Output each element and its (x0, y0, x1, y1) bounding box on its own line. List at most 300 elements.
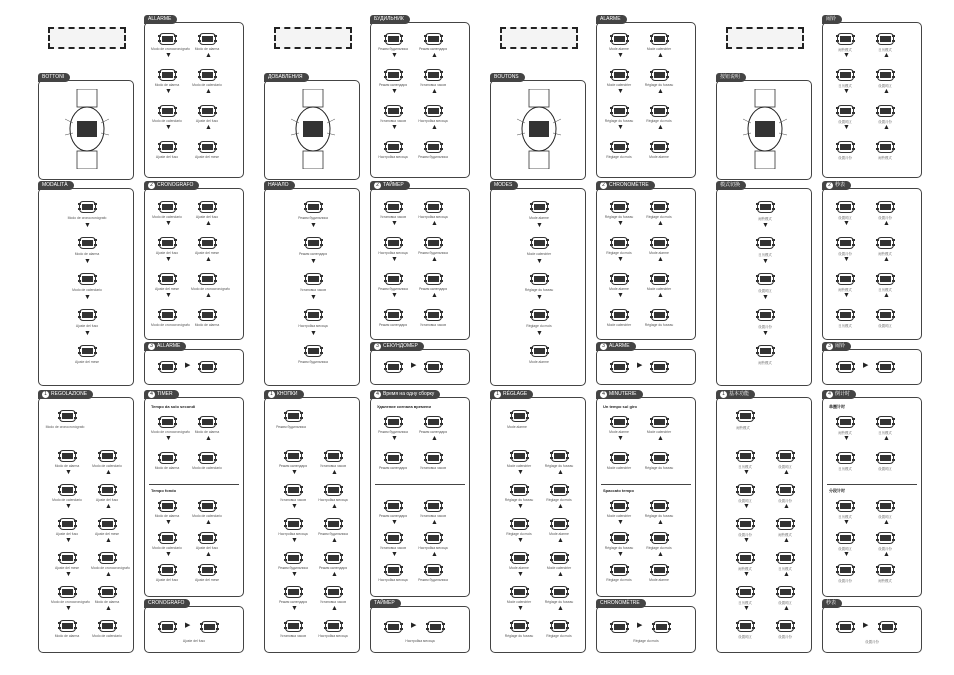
step-caption: 设置月份 (878, 547, 892, 551)
watch-lcd-icon (651, 498, 668, 513)
arrow-icon: ▼ (517, 537, 524, 544)
section-tag: 4 Время на одну сборку (370, 390, 440, 399)
watch-lcd-icon (385, 103, 402, 118)
watch-lcd-icon (159, 271, 176, 286)
arrow-icon: ▲ (883, 52, 890, 59)
title-banner (500, 27, 578, 49)
section-tag: 1 基本功能 (716, 390, 755, 399)
arrow-icon: ▼ (291, 537, 298, 544)
watch-lcd-icon (385, 414, 402, 429)
watch-lcd-icon (285, 408, 302, 423)
step-caption: 闹铃模式 (736, 426, 750, 430)
arrow-icon: ▼ (391, 220, 398, 227)
arrow-icon: ▼ (65, 503, 72, 510)
step-caption: Réglage du fuseau (604, 546, 634, 550)
watch-lcd-icon (651, 235, 668, 250)
step-caption: Mode calendrier (506, 600, 532, 604)
step-caption: Настройка месяца (405, 639, 435, 643)
step-caption: Modo de calendario (152, 546, 182, 550)
step-caption: Ajuste del fuso (155, 155, 179, 159)
watch-lcd-icon (837, 619, 854, 634)
step-caption: Réglage du fuseau (644, 83, 674, 87)
arrow-icon: ▼ (617, 435, 624, 442)
section-tag: НАЧАЛО (264, 181, 295, 190)
step-caption: 闹铃模式 (778, 533, 792, 537)
watch-lcd-icon (611, 235, 628, 250)
step-caption: Modo de cronocronógrafo (51, 600, 90, 604)
step-caption: Modo de alarma (74, 252, 100, 256)
banner-line (50, 41, 124, 45)
step-caption: Ajuste del fuso (195, 546, 219, 550)
divider (827, 484, 917, 485)
arrow-icon: ▲ (657, 220, 664, 227)
watch-lcd-icon (651, 271, 668, 286)
step-caption: Установка часов (379, 119, 407, 123)
arrow-icon: ▼ (165, 124, 172, 131)
step-caption: Установка часов (379, 546, 407, 550)
watch-lcd-icon (79, 271, 96, 286)
step-caption: Modo de calendario (52, 498, 82, 502)
arrow-icon: ▼ (617, 88, 624, 95)
watch-lcd-icon (651, 530, 668, 545)
alarm-panel (144, 16, 244, 178)
step-caption: Modo de calendario (92, 464, 122, 468)
arrow-icon: ▶ (863, 622, 869, 629)
watch-lcd-icon (837, 450, 854, 465)
step-caption: Modo de alarma (194, 47, 220, 51)
subsection-title: Tempo fondo (151, 488, 177, 493)
section-tag: MODES (490, 181, 518, 190)
alarm-panel (822, 16, 922, 178)
step-caption: Mode alarme (609, 47, 629, 51)
arrow-icon: ▲ (431, 256, 438, 263)
step-caption: Mode alarme (549, 532, 569, 536)
step-caption: Réglage du fuseau (644, 323, 674, 327)
watch-lcd-icon (757, 271, 774, 286)
arrow-icon: ▲ (205, 551, 212, 558)
section-tag: 3 СЕКУНДОМЕР (370, 342, 424, 351)
step-caption: Modo de cronocronógrafo (151, 323, 190, 327)
step-caption: Режим календаря (418, 47, 448, 51)
watch-lcd-icon (611, 450, 628, 465)
watch-lcd-icon (425, 562, 442, 577)
step-caption: Режим будильника (276, 425, 306, 429)
chronograph-panel (822, 182, 922, 340)
step-caption: Réglage du mois (506, 532, 532, 536)
step-caption: Настройка месяца (298, 324, 328, 328)
arrow-icon: ▼ (843, 124, 850, 131)
step-caption: Установка часов (419, 323, 447, 327)
arrow-icon: ▲ (883, 256, 890, 263)
arrow-icon: ▲ (557, 571, 564, 578)
alarm-set-panel (370, 343, 470, 385)
watch-lcd-icon (385, 235, 402, 250)
watch-lcd-icon (877, 307, 894, 322)
section-tag: 4 MINUTERIE (596, 390, 643, 399)
arrow-icon: ▲ (657, 52, 664, 59)
step-caption: Réglage du mois (546, 498, 572, 502)
watch-lcd-icon (199, 530, 216, 545)
arrow-icon: ▼ (165, 292, 172, 299)
arrow-icon: ▼ (391, 256, 398, 263)
step-caption: 日历模式 (738, 601, 752, 605)
watch-lcd-icon (99, 482, 116, 497)
arrow-icon: ▼ (391, 292, 398, 299)
watch-lcd-icon (737, 550, 754, 565)
step-caption: Mode alarme (529, 216, 549, 220)
alarm-panel (370, 16, 470, 178)
watch-lcd-icon (325, 584, 342, 599)
watch-lcd-icon (425, 67, 442, 82)
watch-lcd-icon (653, 619, 670, 634)
step-caption: 日历模式 (838, 324, 852, 328)
arrow-icon: ▲ (205, 292, 212, 299)
chronograph-panel (144, 182, 244, 340)
watch-lcd-icon (837, 271, 854, 286)
watch-lcd-icon (837, 67, 854, 82)
watch-lcd-icon (757, 235, 774, 250)
watch-lcd-icon (159, 307, 176, 322)
alarm-panel (596, 16, 696, 178)
arrow-icon: ▼ (843, 256, 850, 263)
watch-lcd-icon (79, 199, 96, 214)
timer-panel (822, 391, 922, 597)
step-caption: Настройка месяца (318, 634, 348, 638)
watch-lcd-icon (651, 103, 668, 118)
step-caption: Режим будильника (278, 566, 308, 570)
arrow-icon: ▶ (411, 362, 417, 369)
arrow-icon: ▼ (65, 605, 72, 612)
watch-lcd-icon (551, 516, 568, 531)
watch-lcd-icon (611, 271, 628, 286)
watch-lcd-icon (837, 199, 854, 214)
watch-lcd-icon (159, 235, 176, 250)
step-caption: Режим календаря (378, 466, 408, 470)
arrow-icon: ▲ (783, 469, 790, 476)
watch-lcd-icon (425, 307, 442, 322)
watch-lcd-icon (877, 271, 894, 286)
step-caption: Режим будильника (418, 578, 448, 582)
step-caption: 设置时区 (778, 601, 792, 605)
section-tag: 4 TIMER (144, 390, 179, 399)
watch-lcd-icon (837, 562, 854, 577)
watch-lcd-icon (325, 618, 342, 633)
arrow-icon: ▼ (617, 52, 624, 59)
arrow-icon: ▲ (883, 551, 890, 558)
step-caption: 闹铃模式 (758, 217, 772, 221)
watch-lcd-icon (611, 562, 628, 577)
step-caption: Режим будильника (298, 360, 328, 364)
timer-footer-panel (370, 600, 470, 653)
step-caption: Mode alarme (609, 287, 629, 291)
arrow-icon: ▲ (783, 503, 790, 510)
subsection-title: 分段计时 (829, 488, 845, 493)
watch-lcd-icon (837, 139, 854, 154)
step-caption: Réglage du fuseau (604, 119, 634, 123)
title-banner (48, 27, 126, 49)
arrow-icon: ▲ (783, 605, 790, 612)
subsection-title: Un tempo sul giro (603, 404, 637, 409)
step-caption: Modo de alarma (194, 430, 220, 434)
step-caption: Настройка месяца (378, 251, 408, 255)
watch-lcd-icon (611, 530, 628, 545)
banner-line (502, 41, 576, 45)
banner-line (728, 41, 802, 45)
section-tag: 3 闹铃 (822, 342, 851, 351)
arrow-icon: ▼ (310, 330, 317, 337)
watch-lcd-icon (385, 562, 402, 577)
step-caption: 日历模式 (778, 567, 792, 571)
step-caption: Réglage du fuseau (504, 498, 534, 502)
step-caption: 设置时区 (738, 635, 752, 639)
step-caption: Режим календаря (318, 566, 348, 570)
watch-lcd-icon (611, 103, 628, 118)
watch-lcd-icon (877, 31, 894, 46)
arrow-icon: ▼ (391, 519, 398, 526)
watch-lcd-icon (737, 482, 754, 497)
arrow-icon: ▲ (205, 88, 212, 95)
arrow-icon: ▶ (185, 622, 191, 629)
arrow-icon: ▼ (517, 571, 524, 578)
step-caption: 日历模式 (838, 467, 852, 471)
settings-panel (38, 391, 134, 653)
section-tag: CRONOGRAFO (144, 599, 190, 608)
step-caption: Réglage du mois (606, 155, 632, 159)
step-caption: Mode calendrier (606, 466, 632, 470)
watch-lcd-icon (777, 482, 794, 497)
watch-lcd-icon (385, 271, 402, 286)
step-caption: Установка часов (319, 600, 347, 604)
step-caption: Réglage du mois (606, 578, 632, 582)
section-tag: 4 倒计时 (822, 390, 856, 399)
arrow-icon: ▲ (431, 292, 438, 299)
watch-lcd-icon (385, 139, 402, 154)
step-caption: Mode alarme (509, 566, 529, 570)
step-caption: Réglage du mois (646, 215, 672, 219)
watch-lcd-icon (199, 450, 216, 465)
chronograph-panel (370, 182, 470, 340)
arrow-icon: ▼ (843, 52, 850, 59)
section-tag: BOTTONI (38, 73, 70, 82)
section-tag: 2 CHRONOMÈTRE (596, 181, 655, 190)
watch-lcd-icon (285, 482, 302, 497)
step-caption: 设置时区 (878, 467, 892, 471)
watch-lcd-icon (199, 139, 216, 154)
arrow-icon: ▲ (331, 469, 338, 476)
step-caption: Réglage du mois (646, 546, 672, 550)
step-caption: 闹铃模式 (878, 579, 892, 583)
watch-lcd-icon (385, 31, 402, 46)
arrow-icon: ▲ (883, 220, 890, 227)
arrow-icon: ▲ (657, 551, 664, 558)
arrow-icon: ▶ (637, 362, 643, 369)
watch-lcd-icon (285, 550, 302, 565)
arrow-icon: ▲ (105, 503, 112, 510)
watch-lcd-icon (159, 31, 176, 46)
alarm-set-panel (822, 343, 922, 385)
arrow-icon: ▼ (536, 258, 543, 265)
arrow-icon: ▼ (743, 571, 750, 578)
watch-lcd-icon (425, 31, 442, 46)
watch-lcd-icon (385, 619, 402, 634)
step-caption: Ajuste del fuso (155, 251, 179, 255)
watch-lcd-icon (325, 516, 342, 531)
step-caption: 闹铃模式 (838, 431, 852, 435)
step-caption: Mode alarme (649, 155, 669, 159)
step-caption: Установка часов (319, 464, 347, 468)
section-tag: 秒表 (822, 599, 842, 608)
step-caption: Modo de alarma (54, 464, 80, 468)
arrow-icon: ▲ (431, 551, 438, 558)
watch-lcd-icon (551, 618, 568, 633)
step-caption: Modo de calendario (192, 514, 222, 518)
wrist-watch-icon (517, 89, 561, 169)
step-caption: Режим календаря (378, 83, 408, 87)
arrow-icon: ▲ (431, 52, 438, 59)
arrow-icon: ▼ (762, 330, 769, 337)
step-caption: Modo de calendario (152, 215, 182, 219)
step-caption: 设置时区 (878, 515, 892, 519)
arrow-icon: ▼ (391, 88, 398, 95)
watch-lcd-icon (199, 235, 216, 250)
watch-lcd-icon (837, 498, 854, 513)
watch-lcd-icon (159, 139, 176, 154)
step-caption: 设置时区 (778, 465, 792, 469)
watch-lcd-icon (611, 498, 628, 513)
watch-lcd-icon (425, 235, 442, 250)
watch-lcd-icon (385, 199, 402, 214)
buttons-panel (38, 74, 134, 180)
watch-lcd-icon (59, 516, 76, 531)
watch-lcd-icon (611, 67, 628, 82)
step-caption: 设置时区 (878, 84, 892, 88)
modes-panel (264, 182, 360, 386)
arrow-icon: ▲ (105, 537, 112, 544)
watch-lcd-icon (551, 448, 568, 463)
watch-lcd-icon (737, 408, 754, 423)
arrow-icon: ▼ (310, 294, 317, 301)
arrow-icon: ▼ (536, 294, 543, 301)
step-caption: Mode alarme (649, 578, 669, 582)
step-caption: Modo de cronocronógrafo (151, 430, 190, 434)
step-caption: Ajuste del fuso (182, 639, 206, 643)
title-banner (726, 27, 804, 49)
watch-lcd-icon (199, 307, 216, 322)
step-caption: 日历模式 (758, 253, 772, 257)
step-caption: Ajuste del fuso (55, 532, 79, 536)
section-tag: BOUTONS (490, 73, 525, 82)
watch-lcd-icon (59, 448, 76, 463)
watch-lcd-icon (837, 530, 854, 545)
arrow-icon: ▲ (657, 292, 664, 299)
watch-lcd-icon (385, 498, 402, 513)
arrow-icon: ▼ (165, 256, 172, 263)
arrow-icon: ▼ (743, 503, 750, 510)
step-caption: Настройка месяца (378, 155, 408, 159)
watch-lcd-icon (425, 530, 442, 545)
watch-lcd-icon (425, 103, 442, 118)
step-caption: 设置月份 (758, 325, 772, 329)
alarm-set-panel (596, 343, 696, 385)
step-caption: Réglage du fuseau (604, 215, 634, 219)
step-caption: Режим будильника (378, 47, 408, 51)
step-caption: Установка часов (279, 634, 307, 638)
watch-lcd-icon (159, 619, 176, 634)
watch-lcd-icon (385, 530, 402, 545)
arrow-icon: ▼ (391, 52, 398, 59)
watch-lcd-icon (611, 139, 628, 154)
watch-lcd-icon (427, 619, 444, 634)
step-caption: Modo de alarma (194, 323, 220, 327)
step-caption: Настройка месяца (278, 532, 308, 536)
watch-lcd-icon (611, 199, 628, 214)
watch-lcd-icon (531, 235, 548, 250)
arrow-icon: ▼ (536, 330, 543, 337)
watch-lcd-icon (99, 584, 116, 599)
watch-lcd-icon (611, 619, 628, 634)
step-caption: 闹铃模式 (838, 48, 852, 52)
step-caption: 设置月份 (778, 499, 792, 503)
watch-lcd-icon (651, 307, 668, 322)
step-caption: 日历模式 (738, 465, 752, 469)
step-caption: Modo de alarma (154, 514, 180, 518)
timer-panel (144, 391, 244, 597)
watch-lcd-icon (837, 31, 854, 46)
watch-lcd-icon (737, 448, 754, 463)
timer-footer-panel (144, 600, 244, 653)
section-tag: CHRONOMÈTRE (596, 599, 646, 608)
arrow-icon: ▲ (205, 124, 212, 131)
step-caption: Modo de cronocronógrafo (67, 216, 107, 220)
watch-lcd-icon (159, 67, 176, 82)
step-caption: Réglage du mois (633, 639, 659, 643)
timer-footer-panel (822, 600, 922, 653)
step-caption: 设置月份 (838, 252, 852, 256)
section-tag: 模式切换 (716, 181, 746, 190)
step-caption: Ajuste del fuso (195, 215, 219, 219)
watch-lcd-icon (425, 498, 442, 513)
step-caption: Настройка месяца (418, 119, 448, 123)
step-caption: 设置时区 (838, 216, 852, 220)
watch-lcd-icon (305, 307, 322, 322)
step-caption: Modo de cronocronógrafo (91, 566, 130, 570)
watch-lcd-icon (651, 359, 668, 374)
section-tag: 2 ТАЙМЕР (370, 181, 410, 190)
step-caption: Режим календаря (418, 287, 448, 291)
step-caption: 设置月份 (778, 635, 792, 639)
watch-lcd-icon (837, 359, 854, 374)
arrow-icon: ▲ (657, 256, 664, 263)
step-caption: Réglage du mois (606, 251, 632, 255)
step-caption: Réglage du fuseau (644, 514, 674, 518)
section-tag: 1 RÉGLAGE (490, 390, 533, 399)
arrow-icon: ▶ (637, 622, 643, 629)
step-caption: 闹铃模式 (878, 156, 892, 160)
step-caption: Ajuste del fuso (75, 324, 99, 328)
watch-lcd-icon (425, 450, 442, 465)
step-caption: Modo de cronocronógrafo (45, 425, 85, 429)
step-caption: Réglage du mois (546, 634, 572, 638)
arrow-icon: ▼ (391, 124, 398, 131)
section-tag: ТАЙМЕР (370, 599, 401, 608)
subsection-title: Spaccato tempo (603, 488, 634, 493)
settings-panel (264, 391, 360, 653)
watch-lcd-icon (59, 618, 76, 633)
section-tag: ДОБАВЛЕНИЯ (264, 73, 309, 82)
watch-lcd-icon (199, 359, 216, 374)
step-caption: 日历模式 (878, 288, 892, 292)
watch-lcd-icon (757, 199, 774, 214)
